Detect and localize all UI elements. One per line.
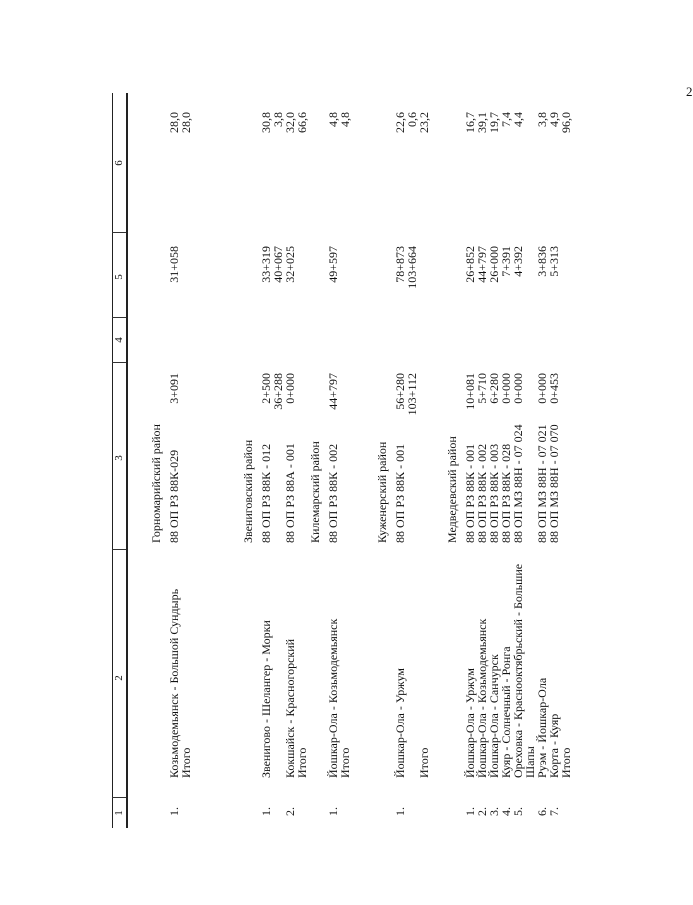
column-header-5: 5 [113, 274, 125, 280]
km-start: 0+000 [499, 373, 513, 404]
road-name: Итого [338, 747, 352, 778]
road-code: 88 ОП РЗ 88К - 002 [326, 443, 340, 543]
length-km: 32,0 [283, 112, 297, 133]
road-name: Куяр - Солнечный - Ронга [499, 646, 513, 778]
km-end: 31+058 [167, 246, 181, 283]
table-row [180, 93, 192, 828]
km-end: 40+067 [271, 246, 285, 283]
row-number: 7. [547, 807, 561, 816]
length-km: 22,6 [393, 112, 407, 133]
road-code: 88 ОП МЗ 88Н - 07 021 [535, 424, 549, 543]
km-start: 103+112 [405, 373, 419, 416]
road-name: Итого [417, 747, 431, 778]
column-header-3: 3 [113, 455, 125, 461]
row-number: 1. [326, 807, 340, 816]
road-code: 88 ОП РЗ 88К - 002 [475, 443, 489, 543]
road-name: Козьмодемьянск - Большой Сундырь [167, 588, 181, 778]
table-row [339, 93, 351, 828]
road-name: Руэм - Йошкар-Ола [535, 677, 549, 778]
km-end: 44+797 [475, 246, 489, 283]
km-start: 5+710 [475, 373, 489, 404]
road-name: Йошкар-Ола - Уржум [463, 667, 477, 778]
km-end: 103+664 [405, 246, 419, 289]
km-start: 2+500 [259, 373, 273, 404]
road-name: Йошкар-Ола - Уржум [393, 667, 407, 778]
row-number: 5. [511, 807, 525, 816]
length-km: 96,0 [559, 112, 573, 133]
length-km: 4,9 [547, 112, 561, 127]
length-km: 0,6 [405, 112, 419, 127]
table-row [296, 93, 308, 828]
table-row [394, 93, 406, 828]
row-number: 4. [499, 807, 513, 816]
table-row [327, 93, 339, 828]
km-start: 56+280 [393, 373, 407, 410]
road-code: 88 ОП РЗ 88К - 012 [259, 443, 273, 543]
road-code: 88 ОП МЗ 88Н - 07 070 [547, 424, 561, 543]
table-row [512, 93, 524, 828]
row-number: 1. [463, 807, 477, 816]
km-end: 26+852 [463, 246, 477, 283]
road-name: Ореховка - Красноoктябрьский - Большие [511, 563, 525, 778]
km-start: 0+000 [283, 373, 297, 404]
table-row [560, 93, 572, 828]
road-name: Йошкар-Ола - Санчурск [487, 654, 501, 778]
length-km: 23,2 [417, 112, 431, 133]
length-km: 30,8 [259, 112, 273, 133]
table-row [260, 93, 272, 828]
length-km: 16,7 [463, 112, 477, 133]
km-end: 3+836 [535, 246, 549, 277]
column-header-2: 2 [113, 675, 125, 681]
row-number: 2. [475, 807, 489, 816]
table-row [406, 93, 418, 828]
column-header-6: 6 [113, 160, 125, 166]
length-km: 3,8 [535, 112, 549, 127]
column-divider [112, 549, 126, 550]
km-start: 10+081 [463, 373, 477, 410]
road-name: Корта - Куяр [547, 713, 561, 778]
road-name: Йошкар-Ола - Козьмодемьянск [475, 618, 489, 778]
road-name: Звенигово - Шелангер - Морки [259, 620, 273, 778]
table-row [168, 93, 180, 828]
table-row [548, 93, 560, 828]
length-km: 4,8 [338, 112, 352, 127]
row-number: 1. [259, 807, 273, 816]
district-heading: Медведевский район [445, 436, 459, 543]
road-code: 88 ОП РЗ 88К - 003 [487, 443, 501, 543]
column-divider [112, 317, 126, 318]
km-start: 0+453 [547, 373, 561, 404]
road-code: 88 ОП РЗ 88К-029 [167, 449, 181, 543]
row-number: 6. [535, 807, 549, 816]
length-km: 66,6 [295, 112, 309, 133]
road-code: 88 ОП МЗ 88Н - 07 024 [511, 424, 525, 543]
district-heading: Куженерский район [375, 441, 389, 543]
length-km: 4,4 [511, 112, 525, 127]
length-km: 7,4 [499, 112, 513, 127]
length-km: 39,1 [475, 112, 489, 133]
km-start: 36+288 [271, 373, 285, 410]
table-row [418, 93, 430, 828]
km-end: 5+313 [547, 246, 561, 277]
page-number: 2 [686, 84, 693, 99]
km-start: 44+797 [326, 373, 340, 410]
table-row [284, 93, 296, 828]
row-number: 3. [487, 807, 501, 816]
km-end: 32+025 [283, 246, 297, 283]
column-header-4: 4 [113, 337, 125, 343]
length-km: 28,0 [179, 112, 193, 133]
road-name: Итого [559, 747, 573, 778]
km-start: 6+280 [487, 373, 501, 404]
km-end: 33+319 [259, 246, 273, 283]
road-code: 88 ОП РЗ 88А - 001 [283, 443, 297, 543]
road-code: 88 ОП РЗ 88К - 001 [463, 443, 477, 543]
road-name: Кокшайск - Красногорский [283, 638, 297, 778]
km-end: 7+391 [499, 246, 513, 277]
row-number: 1. [393, 807, 407, 816]
length-km: 4,8 [326, 112, 340, 127]
km-start: 0+000 [535, 373, 549, 404]
road-code: 88 ОП РЗ 88К - 001 [393, 443, 407, 543]
column-divider [112, 232, 126, 233]
km-end: 49+597 [326, 246, 340, 283]
km-end: 4+392 [511, 246, 525, 277]
header-bottom-border [126, 93, 128, 828]
road-name: Шапы [523, 746, 537, 778]
column-divider [112, 797, 126, 798]
km-start: 0+000 [511, 373, 525, 404]
length-km: 19,7 [487, 112, 501, 133]
km-end: 78+873 [393, 246, 407, 283]
column-divider [112, 362, 126, 363]
road-table [112, 93, 592, 828]
road-name: Итого [295, 747, 309, 778]
road-name: Итого [179, 747, 193, 778]
column-header-1: 1 [113, 810, 125, 816]
row-number: 2. [283, 807, 297, 816]
row-number: 1. [167, 807, 181, 816]
length-km: 28,0 [167, 112, 181, 133]
length-km: 3,8 [271, 112, 285, 127]
road-code: 88 ОП РЗ 88К - 028 [499, 443, 513, 543]
district-heading: Горномарийский район [149, 424, 163, 543]
km-end: 26+000 [487, 246, 501, 283]
district-heading: Килемарский район [308, 441, 322, 543]
km-start: 3+091 [167, 373, 181, 404]
district-heading: Звениговский район [241, 439, 255, 543]
road-name: Йошкар-Ола - Козьмодемьянск [326, 618, 340, 778]
